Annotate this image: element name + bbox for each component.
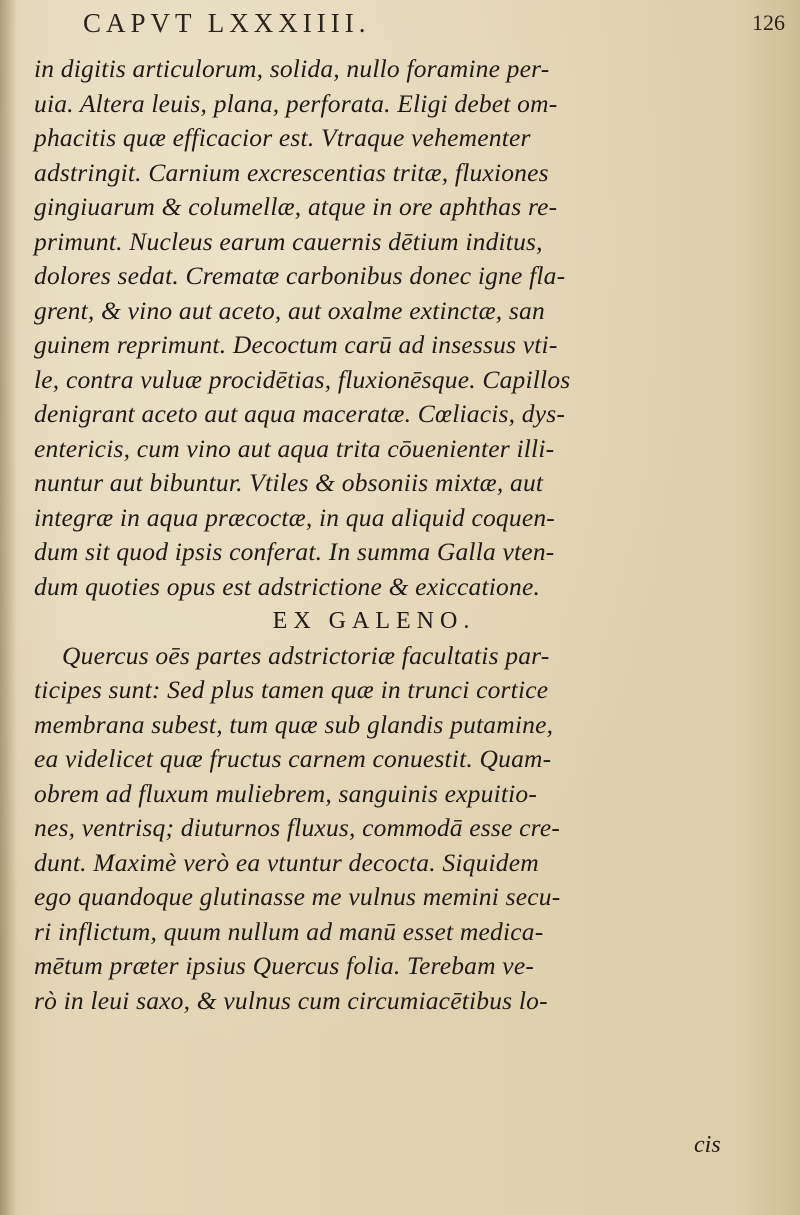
gutter-shadow — [0, 0, 16, 1215]
text-line: obrem ad fluxum muliebrem, sanguinis expuitio- — [34, 778, 538, 808]
running-head: CAPVT LXXXIIII. — [83, 8, 371, 38]
text-line: denigrant aceto aut aqua maceratæ. Cœliacis, dys- — [34, 399, 566, 428]
section-heading: EX GALENO. — [272, 608, 476, 634]
text-line: dunt. Maximè verò ea vtuntur decocta. Siquidem — [34, 847, 539, 877]
page-header — [0, 6, 800, 46]
text-line: ego quandoque glutinasse me vulnus memini secu- — [34, 882, 561, 911]
catchword: cis — [694, 1132, 721, 1158]
text-line: dum quoties opus est adstrictione & exiccatione. — [34, 571, 541, 601]
text-line: dolores sedat. Crematæ carbonibus donec igne fla- — [34, 261, 566, 290]
text-block — [34, 52, 774, 1018]
text-line: le, contra vuluæ procidētias, fluxionēsque. Capillos — [34, 364, 571, 394]
text-line: primunt. Nucleus earum cauernis dētium inditus, — [34, 226, 543, 256]
text-line: adstringit. Carnium excrescentias tritæ, fluxiones — [34, 157, 549, 187]
text-line: rò in leui saxo, & vulnus cum circumiacētibus lo- — [34, 985, 548, 1015]
text-line: phacitis quæ efficacior est. Vtraque vehementer — [34, 123, 531, 152]
page-number: 126 — [752, 10, 785, 35]
text-line: ri inflictum, quum nullum ad manū esset medica- — [34, 916, 544, 946]
text-line: ea videlicet quæ fructus carnem conuestit. Quam- — [34, 744, 552, 773]
text-line: gingiuarum & columellæ, atque in ore aphthas re- — [34, 192, 558, 221]
text-line: membrana subest, tum quæ sub glandis putamine, — [34, 709, 554, 739]
text-line: grent, & vino aut aceto, aut oxalme extinctæ, san — [34, 295, 545, 325]
text-line: guinem reprimunt. Decoctum carū ad insessus vti- — [34, 330, 558, 359]
text-line: Quercus oēs partes adstrictoriæ facultatis par- — [62, 640, 550, 670]
text-line: dum sit quod ipsis conferat. In summa Galla vten- — [34, 537, 555, 566]
text-line: in digitis articulorum, solida, nullo foramine per- — [34, 54, 550, 83]
text-line: entericis, cum vino aut aqua trita cōuenienter illi- — [34, 433, 555, 463]
text-line: uia. Altera leuis, plana, perforata. Eligi debet om- — [34, 88, 558, 118]
text-line: nuntur aut bibuntur. Vtiles & obsoniis mixtæ, aut — [34, 468, 544, 497]
text-line: mētum præter ipsius Quercus folia. Terebam ve- — [34, 951, 535, 980]
text-line: nes, ventrisq; diuturnos fluxus, commodā esse cre- — [34, 813, 561, 842]
text-line: ticipes sunt: Sed plus tamen quæ in trunci cortice — [34, 675, 549, 704]
text-line: integræ in aqua præcoctæ, in qua aliquid coquen- — [34, 502, 555, 532]
